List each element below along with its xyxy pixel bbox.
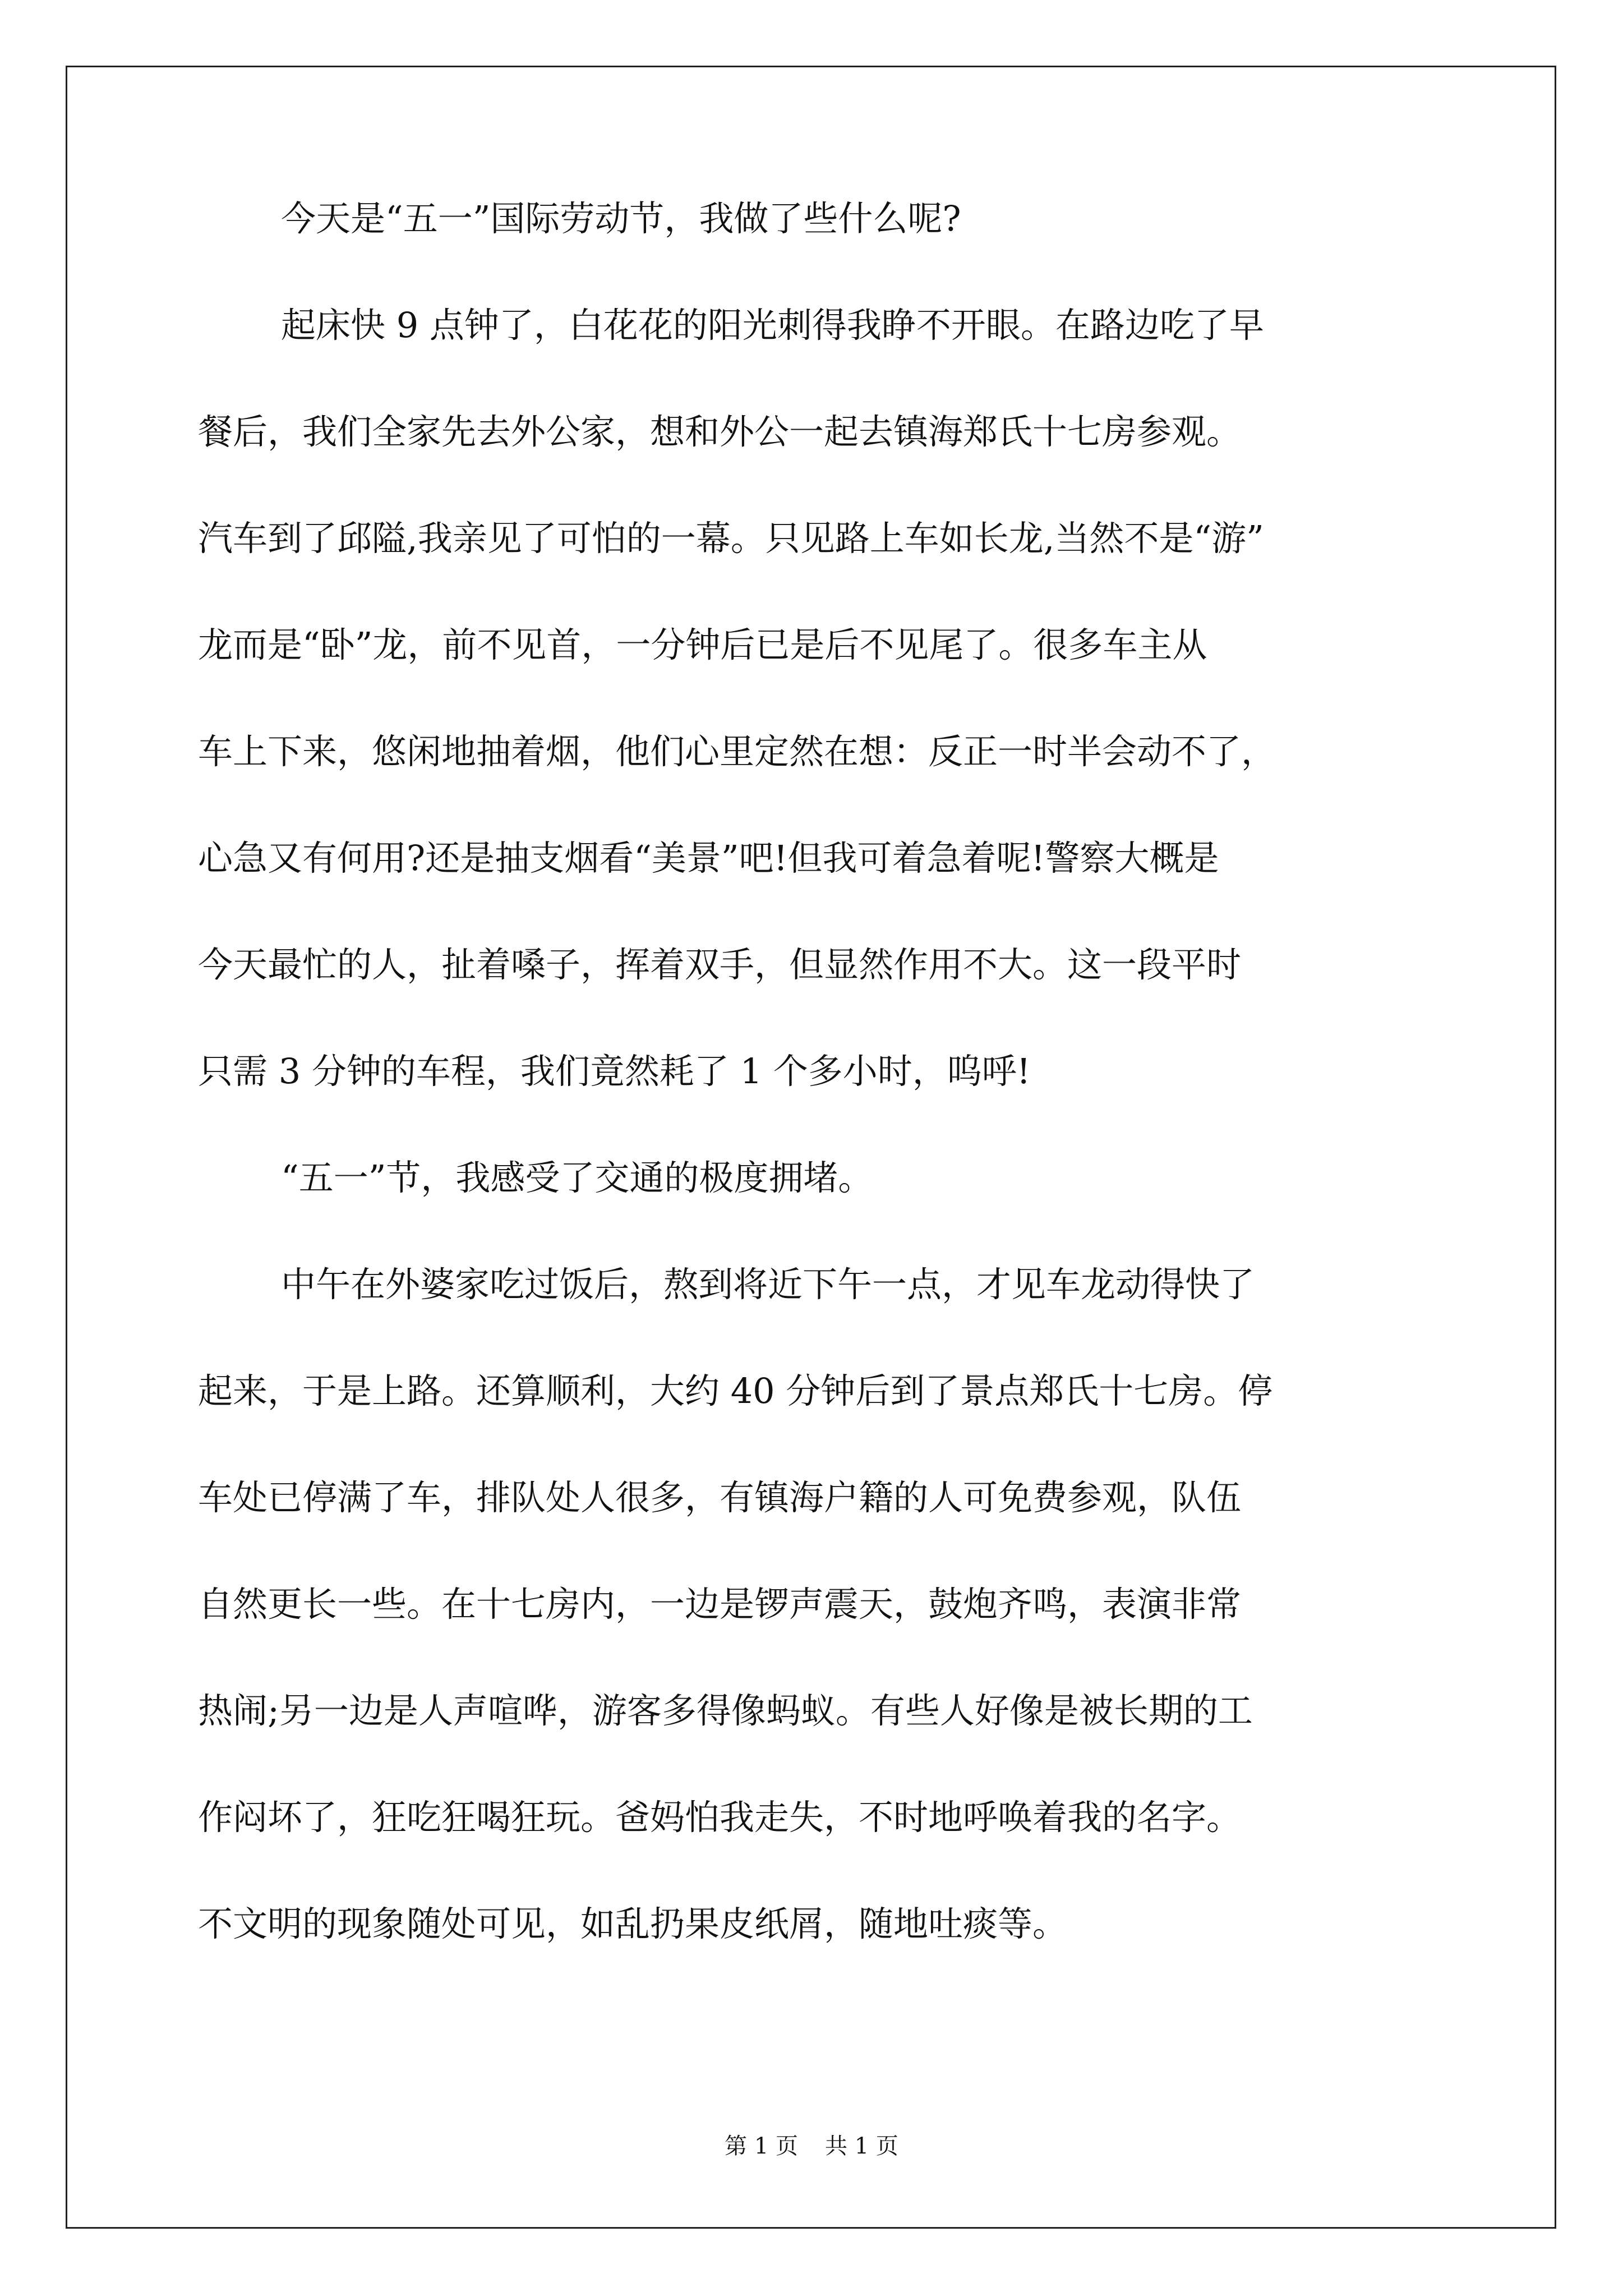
paragraph-line: 起床快 9 点钟了，白花花的阳光刺得我睁不开眼。在路边吃了早 bbox=[281, 305, 1264, 346]
paragraph-line: 汽车到了邱隘,我亲见了可怕的一幕。只见路上车如长龙,当然不是“游” bbox=[198, 518, 1264, 559]
paragraph-line: 龙而是“卧”龙，前不见首，一分钟后已是后不见尾了。很多车主从 bbox=[198, 624, 1207, 665]
paragraph-line: 自然更长一些。在十七房内，一边是锣声震天，鼓炮齐鸣，表演非常 bbox=[198, 1584, 1242, 1625]
paragraph-line: 今天是“五一”国际劳动节，我做了些什么呢? bbox=[281, 198, 961, 239]
page-number-current: 第 1 页 bbox=[725, 2133, 798, 2159]
paragraph-line: 中午在外婆家吃过饭后，熬到将近下午一点，才见车龙动得快了 bbox=[281, 1264, 1255, 1305]
paragraph-line: 车上下来，悠闲地抽着烟，他们心里定然在想：反正一时半会动不了， bbox=[198, 731, 1276, 772]
paragraph-line: “五一”节，我感受了交通的极度拥堵。 bbox=[281, 1157, 873, 1198]
paragraph-line: 只需 3 分钟的车程，我们竟然耗了 1 个多小时，呜呼! bbox=[198, 1051, 1031, 1092]
paragraph-line: 餐后，我们全家先去外公家，想和外公一起去镇海郑氏十七房参观。 bbox=[198, 411, 1242, 452]
paragraph-line: 今天最忙的人，扯着嗓子，挥着双手，但显然作用不大。这一段平时 bbox=[198, 944, 1242, 985]
paragraph-line: 起来，于是上路。还算顺利，大约 40 分钟后到了景点郑氏十七房。停 bbox=[198, 1370, 1273, 1411]
page-number-total: 共 1 页 bbox=[825, 2133, 898, 2159]
paragraph-line: 热闹;另一边是人声喧哗，游客多得像蚂蚁。有些人好像是被长期的工 bbox=[198, 1690, 1253, 1731]
paragraph-line: 心急又有何用?还是抽支烟看“美景”吧!但我可着急着呢!警察大概是 bbox=[198, 838, 1219, 878]
page-footer bbox=[0, 2129, 1623, 2163]
paragraph-line: 车处已停满了车，排队处人很多，有镇海户籍的人可免费参观，队伍 bbox=[198, 1477, 1242, 1518]
paragraph-line: 不文明的现象随处可见，如乱扔果皮纸屑，随地吐痰等。 bbox=[198, 1903, 1068, 1944]
paragraph-line: 作闷坏了，狂吃狂喝狂玩。爸妈怕我走失，不时地呼唤着我的名字。 bbox=[198, 1797, 1242, 1838]
